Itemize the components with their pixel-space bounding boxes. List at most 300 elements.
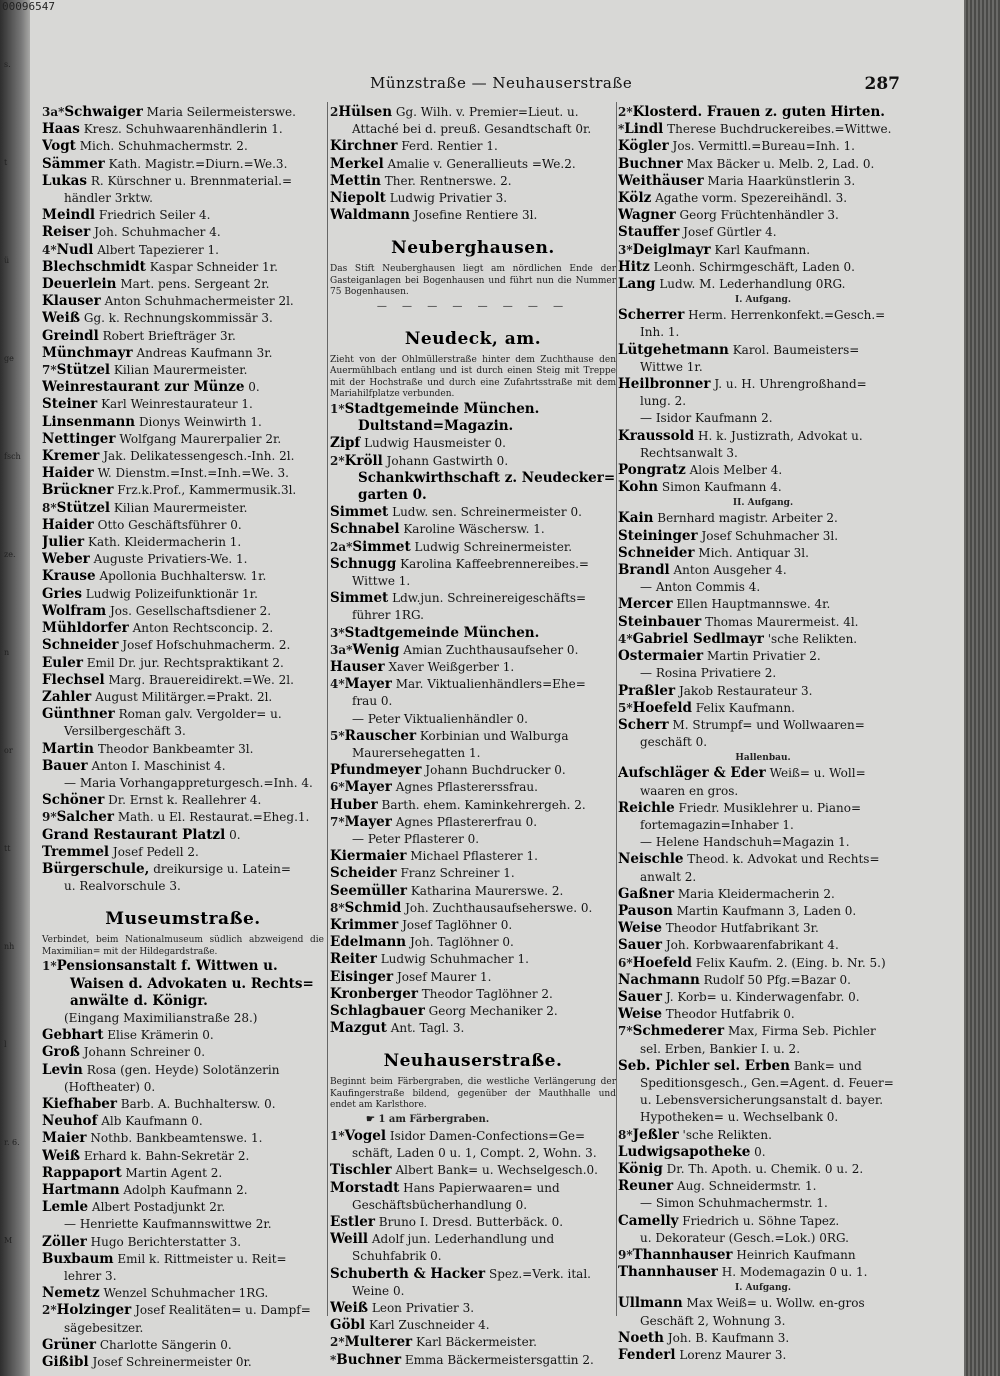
directory-entry [42,958,324,975]
entry-name: Praßler [618,682,676,699]
entry-details: Andreas Kaufmann 3r. [136,345,273,360]
directory-entry [42,1251,324,1268]
entry-name: Stützel [56,499,111,516]
directory-entry [618,1347,908,1364]
entry-details: Jakob Restaurateur 3. [678,683,813,698]
entry-name: Wenig [352,641,400,658]
directory-entry [618,462,908,479]
entry-name: Lang [618,276,656,293]
street-note: Zieht von der Ohlmüllerstraße hinter dem Zuchthause den Auermühlbach entlang und ist durch einen Steig mit Treppe mit der Hochstraße und durch eine Zufahrtsstraße mit dem Mariahilfplatze verbunden. [330,354,616,400]
entry-details: Josef Pedell 2. [112,844,199,859]
entry-name: Deiglmayr [632,241,711,258]
directory-entry [42,396,324,413]
directory-entry [42,1130,324,1147]
entry-name: Estler [330,1213,375,1230]
directory-entry [618,989,908,1006]
directory-entry [42,1165,324,1182]
directory-entry [618,648,908,665]
entry-details: Ludwig Privatier 3. [389,191,508,206]
entry-name: Grand Restaurant Platzl [42,826,226,843]
entry-details: Robert Briefträger 3r. [102,328,236,343]
entry-details: Jak. Delikatessengesch.-Inh. 2l. [103,449,295,464]
entry-details: Albert Bank= u. Wechselgesch.0. [395,1163,598,1178]
entry-details: Theodor Taglöhner 2. [421,986,553,1001]
entry-name: Wagner [618,207,676,224]
entry-details: Alb Kaufmann 0. [101,1114,203,1129]
directory-entry [618,138,908,155]
margin-fragment: M [4,1236,13,1245]
entry-details: Joh. B. Kaufmann 3. [667,1330,790,1345]
house-number: 5* [330,728,345,743]
entry-details: Josef Schuhmacher 3l. [701,528,839,543]
column-rule [616,102,617,1316]
directory-entry [330,642,616,659]
directory-entry [618,1023,908,1040]
entry-details: Mich. Antiquar 3l. [698,545,809,560]
entry-details: Aug. Schneidermstr. 1. [676,1179,817,1194]
directory-entry [42,672,324,689]
entry-details: Martin Privatier 2. [707,649,821,664]
directory-entry [330,556,616,573]
directory-entry [330,814,616,831]
entry-name: Meindl [42,207,96,224]
entry-details: Mar. Viktualienhändlers=Ehe= [395,677,586,692]
entry-name: Thannhauser [632,1247,733,1263]
directory-entry [618,765,908,782]
directory-entry [42,758,324,775]
entry-details: Kilian Maurermeister. [113,363,248,378]
directory-entry [618,276,908,293]
directory-entry [618,121,908,138]
entry-name: Klosterd. Frauen z. guten Hirten. [632,104,885,120]
house-number: 2a* [330,539,353,554]
entry-details: H. Modemagazin 0 u. 1. [721,1265,868,1280]
entry-name: Tischler [330,1162,392,1179]
street-note: Beginnt beim Färbergraben, die westliche Verlängerung der Kaufingerstraße bildend, gegenüber der Mauthhalle und endet am Karlsthore. [330,1077,616,1111]
directory-entry [42,345,324,362]
entry-details: Ludwig Schuhmacher 1. [380,952,529,967]
entry-details: Bruno I. Dresd. Butterbäck. 0. [378,1214,564,1229]
entry-details: Ludwig Schreinermeister. [414,539,573,554]
entry-details: Kaspar Schneider 1r. [149,259,278,274]
directory-entry [330,521,616,538]
entry-details: M. Strumpf= und Wollwaaren= [672,717,865,732]
entry-continuation: (Hoftheater) 0. [64,1079,156,1094]
entry-name: Pauson [618,902,673,919]
entry-details: W. Dienstm.=Inst.=Inh.=We. 3. [97,466,289,481]
entry-continuation: händler 3rktw. [64,191,153,206]
entry-details: Roman galv. Vergolder= u. [118,707,282,722]
directory-entry [618,1144,908,1161]
entry-name: Kronberger [330,985,418,1002]
entry-name: Groß [42,1044,80,1061]
entry-details: Otto Geschäftsführer 0. [97,517,242,532]
entry-name: Ullmann [618,1295,683,1312]
entry-name: Grüner [42,1336,96,1353]
street-heading: Neudeck, am. [404,328,542,349]
directory-entry [42,362,324,379]
entry-name: Waldmann [330,207,410,224]
scan-stamp: 00096547 [2,0,55,13]
entry-name: Hoefeld [632,954,692,971]
directory-entry [618,428,908,445]
entry-details: 0. [754,1144,766,1159]
column-2 [330,104,616,1369]
entry-name: Brandl [618,562,670,579]
entry-name: König [618,1160,663,1177]
sub-entry: — Isidor Kaufmann 2. [640,411,773,426]
directory-entry [42,1354,324,1371]
entry-name: Nemetz [42,1285,100,1302]
directory-entry [42,551,324,568]
entry-name: Dultstand=Magazin. [358,418,514,435]
entry-continuation: lehrer 3. [64,1269,117,1283]
house-number: 2* [42,1303,57,1318]
entry-continuation: anwalt 2. [640,869,697,884]
directory-entry [618,1247,908,1264]
entry-name: Hülsen [338,104,393,120]
entry-details: Johann Buchdrucker 0. [425,763,566,778]
entry-details: H. k. Justizrath, Advokat u. [698,428,863,443]
entry-name: Sauer [618,988,663,1005]
entry-name: Weber [42,551,90,568]
entry-name: Steinbauer [618,613,702,630]
entry-details: Rudolf 50 Pfg.=Bazar 0. [703,972,851,987]
dash-separator: — — — — — — — — [376,300,570,312]
entry-details: Josef Maurer 1. [396,969,492,984]
entry-continuation: Wittwe 1r. [640,359,703,374]
entry-name: Pfundmeyer [330,762,422,779]
directory-entry [618,242,908,259]
entry-details: Martin Agent 2. [125,1165,223,1180]
directory-entry [618,156,908,173]
directory-entry [330,625,616,642]
entry-name: Brückner [42,482,114,499]
entry-details: Albert Postadjunkt 2r. [91,1200,226,1215]
left-margin-fragments [4,60,22,1340]
margin-fragment: ze. [4,550,16,559]
directory-entry [618,596,908,613]
house-number: * [330,1352,337,1367]
entry-details: Karol. Baumeisters= [732,342,860,357]
entry-name: Weise [618,920,662,937]
entry-details: Jos. Vermittl.=Bureau=Inh. 1. [672,139,855,154]
entry-details: Joh. Korbwaarenfabrikant 4. [665,938,839,953]
directory-entry [618,479,908,496]
entry-name: Linsenmann [42,413,136,430]
directory-entry [42,689,324,706]
entry-name: Eisinger [330,968,394,985]
entry-details: Johann Gastwirth 0. [386,453,509,468]
directory-entry [330,676,616,693]
directory-entry [618,259,908,276]
directory-entry [330,435,616,452]
street-heading: Museumstraße. [105,909,261,930]
entry-name: Schwaiger [64,104,143,120]
directory-entry [330,1162,616,1179]
entry-details: Karl Weinrestaurateur 1. [101,397,253,412]
entry-name: Günthner [42,706,115,723]
entry-details: August Militärger.=Prakt. 2l. [95,689,273,704]
entry-details: Korbinian und Walburga [419,728,569,743]
entry-details: Marg. Brauereidirekt.=We. 2l. [108,672,294,687]
entry-details: Bernhard magistr. Arbeiter 2. [657,511,838,526]
sub-entry: — Helene Handschuh=Magazin 1. [640,835,850,850]
entry-name: Gebhart [42,1027,104,1044]
entry-name-continuation [330,487,616,504]
entry-details: Thomas Maurermeist. 4l. [705,614,859,629]
entry-details: Karl Kaufmann. [714,242,811,257]
directory-entry [42,1027,324,1044]
entry-name: Reuner [618,1178,674,1195]
entry-details: Auguste Privatiers-We. 1. [93,552,248,567]
margin-fragment: nh [4,942,15,951]
entry-name: Mayer [344,813,392,830]
directory-entry [42,1044,324,1061]
house-number: 6* [618,955,633,970]
entry-name: Schneider [618,544,695,561]
street-heading: Neuhauserstraße. [383,1051,563,1072]
entry-details: Josefine Rentiere 3l. [413,208,538,223]
sub-entry: — Anton Commis 4. [640,580,761,595]
entry-continuation: Hypotheken= u. Wechselbank 0. [640,1110,839,1125]
entry-name: Scherr [618,716,669,733]
directory-entry [618,903,908,920]
directory-entry [330,190,616,207]
entry-details: Karoline Wäschersw. 1. [403,522,545,537]
directory-entry [618,307,908,324]
directory-entry [42,706,324,723]
entry-details: Kresz. Schuhwaarenhändlerin 1. [83,122,283,137]
house-number: 1* [330,401,345,416]
entry-details: Simon Kaufmann 4. [661,480,782,495]
entry-details: Leon Privatier 3. [371,1300,475,1315]
entry-details: J. u. H. Uhrengroßhand= [714,377,867,392]
house-number: 1* [330,1128,345,1143]
directory-entry [618,920,908,937]
entry-details: Frz.k.Prof., Kammermusik.3l. [117,483,297,498]
house-number: 5* [618,700,633,715]
house-number: * [618,122,625,137]
entry-details: Theodor Bankbeamter 3l. [97,741,254,756]
directory-entry [330,104,616,121]
entry-details: Maria Haarkünstlerin 3. [707,173,856,188]
entry-name: Kögler [618,138,669,155]
directory-entry [42,224,324,241]
directory-entry [42,844,324,861]
directory-entry [330,762,616,779]
entry-details: Theod. k. Advokat und Rechts= [687,852,880,867]
directory-entry [618,104,908,121]
entry-name: Camelly [618,1212,679,1229]
directory-entry [618,1178,908,1195]
entry-name: Pensionsanstalt f. Wittwen u. [56,958,278,975]
entry-name: Zipf [330,435,361,452]
sub-entry: — Rosina Privatiere 2. [640,666,777,681]
entry-details: Friedr. Musiklehrer u. Piano= [678,800,862,815]
margin-fragment: r. 6. [4,1138,20,1147]
entry-name: Hitz [618,258,650,275]
directory-entry [330,728,616,745]
entry-name: Krimmer [330,917,399,934]
entry-name: Holzinger [56,1302,132,1319]
entry-name: Krause [42,568,96,585]
margin-fragment: tt [4,844,11,853]
entry-details: Max Weiß= u. Wollw. en-gros [686,1296,865,1311]
entry-name: Mercer [618,596,673,613]
entry-name: Reiser [42,224,91,241]
entry-details: 0. [248,380,260,395]
directory-entry [618,614,908,631]
entry-name: Vogt [42,138,76,155]
directory-entry [618,545,908,562]
entry-name: Kain [618,510,654,527]
directory-entry [618,376,908,393]
directory-entry [42,173,324,190]
entry-details: Martin Kaufmann 3, Laden 0. [676,903,857,918]
directory-entry [330,865,616,882]
entry-details: Kath. Magistr.=Diurn.=We.3. [108,156,288,171]
entry-name-continuation [42,976,324,993]
entry-name: Mettin [330,172,381,189]
entry-details: Barb. A. Buchhaltersw. 0. [120,1096,276,1111]
directory-entry [42,620,324,637]
entry-details: Bank= und [793,1058,862,1073]
directory-entry [330,1003,616,1020]
directory-entry [42,242,324,259]
entry-name: Maier [42,1130,87,1147]
entry-details: Friedrich Seiler 4. [98,208,211,223]
margin-fragment: s. [4,60,11,69]
entry-name: Rauscher [344,727,417,744]
directory-entry [42,827,324,844]
directory-entry [618,1006,908,1023]
house-number: 4* [618,631,633,646]
directory-entry [330,1266,616,1283]
entry-name: Blechschmidt [42,258,146,275]
entry-name: Buxbaum [42,1250,114,1267]
entry-continuation: Attaché bei d. preuß. Gesandtschaft 0r. [352,122,592,137]
entry-details: Charlotte Sängerin 0. [99,1337,232,1352]
entry-continuation: lung. 2. [640,394,687,409]
directory-entry [618,1213,908,1230]
entry-details: Josef Gürtler 4. [683,225,777,240]
entry-name: Kraussold [618,427,695,444]
entry-name: Merkel [330,155,384,172]
directory-entry [42,431,324,448]
directory-entry [330,590,616,607]
street-note: Das Stift Neuberghausen liegt am nördlichen Ende der Gasteiganlagen bei Bogenhausen und führt nun die Nummer 75 Bogenhausen. [330,264,616,298]
entry-details: Friedrich u. Söhne Tapez. [682,1213,840,1228]
margin-fragment: or [4,746,13,755]
entry-details: Amian Zuchthausaufseher 0. [403,642,579,657]
entry-name: Deuerlein [42,276,117,293]
entry-details: Wolfgang Maurerpalier 2r. [119,431,282,446]
directory-entry [42,293,324,310]
entry-details: Adolph Kaufmann 2. [123,1182,248,1197]
entry-name: Euler [42,654,83,671]
entry-name: Julier [42,534,85,551]
directory-entry [330,539,616,556]
house-number: 3a* [330,642,353,657]
entry-name: Klauser [42,293,101,310]
running-header [330,74,900,104]
house-number: 4* [42,242,57,257]
entry-name: Mühldorfer [42,620,129,637]
directory-entry [330,1020,616,1037]
entry-continuation: fortemagazin=Inhaber 1. [640,817,794,832]
margin-fragment: fsch [4,452,21,461]
entry-details: Mart. pens. Sergeant 2r. [120,277,270,292]
entry-details: Ldw.jun. Schreinereigeschäfts= [392,591,587,606]
entry-details: Theodor Hutfabrikant 3r. [665,921,819,936]
directory-entry [618,562,908,579]
sub-entry: — Peter Viktualienhändler 0. [352,711,528,726]
entry-details: Karolina Kaffeebrennereibes.= [400,556,589,571]
entry-name: Levin [42,1061,83,1078]
entry-details: Ludw. sen. Schreinermeister 0. [392,505,582,520]
directory-entry [330,207,616,224]
entry-details: Dionys Weinwirth 1. [138,414,262,429]
entry-name: Buchner [336,1351,402,1368]
entry-continuation: Maurersehegatten 1. [352,745,481,760]
entry-details: Joh. Zuchthausaufseherswe. 0. [405,900,593,915]
entry-name: Sauer [618,937,663,954]
entry-details: Ellen Hauptmannswe. 4r. [676,597,831,612]
entry-name: Fenderl [618,1347,676,1364]
directory-entry [42,586,324,603]
entry-details: Anton Schuhmachermeister 2l. [104,294,294,309]
house-number: 2* [618,105,633,119]
entry-name: Lindl [624,121,664,138]
entry-details: Emil Dr. jur. Rechtspraktikant 2. [86,655,284,670]
entry-details: Gg. k. Rechnungskommissär 3. [83,311,273,326]
directory-entry [330,156,616,173]
entry-details: Hugo Berichterstatter 3. [90,1234,242,1249]
entry-details: Math. u El. Restaurat.=Eheg.1. [117,810,310,825]
house-number: 2* [330,453,345,468]
directory-entry [618,528,908,545]
entry-details: Georg Mechaniker 2. [428,1004,558,1019]
entry-details: Emma Bäckermeistersgattin 2. [404,1352,594,1367]
entry-name: Kröll [344,452,383,469]
entry-details: Anton I. Maschinist 4. [91,758,226,773]
entry-name: Seb. Pichler sel. Erben [618,1057,790,1074]
house-number: 4* [330,677,345,692]
entry-details: Katharina Maurerswe. 2. [410,883,564,898]
entry-name: Gißibl [42,1354,89,1371]
entry-continuation: Versilbergeschäft 3. [64,724,186,739]
entry-name: Lemle [42,1199,89,1216]
sub-entry: — Henriette Kaufmannswittwe 2r. [64,1217,272,1232]
entry-continuation: geschäft 0. [640,735,708,750]
directory-entry [618,700,908,717]
entry-name: Rappaport [42,1164,122,1181]
house-number: 2 [330,105,339,119]
entry-name: Stauffer [618,224,680,241]
entry-name: Schmid [344,899,402,916]
entry-continuation: Schuhfabrik 0. [352,1249,442,1264]
entry-details: Mich. Schuhmachermstr. 2. [79,139,248,154]
directory-entry [618,1058,908,1075]
section-subheading: Hallenbau. [735,753,791,764]
entry-name: Stadtgemeinde München. [344,400,540,417]
directory-entry [42,121,324,138]
directory-entry [618,1330,908,1347]
entry-details: Gg. Wilh. v. Premier=Lieut. u. [395,105,579,119]
column-1 [42,104,324,1371]
directory-entry [42,259,324,276]
